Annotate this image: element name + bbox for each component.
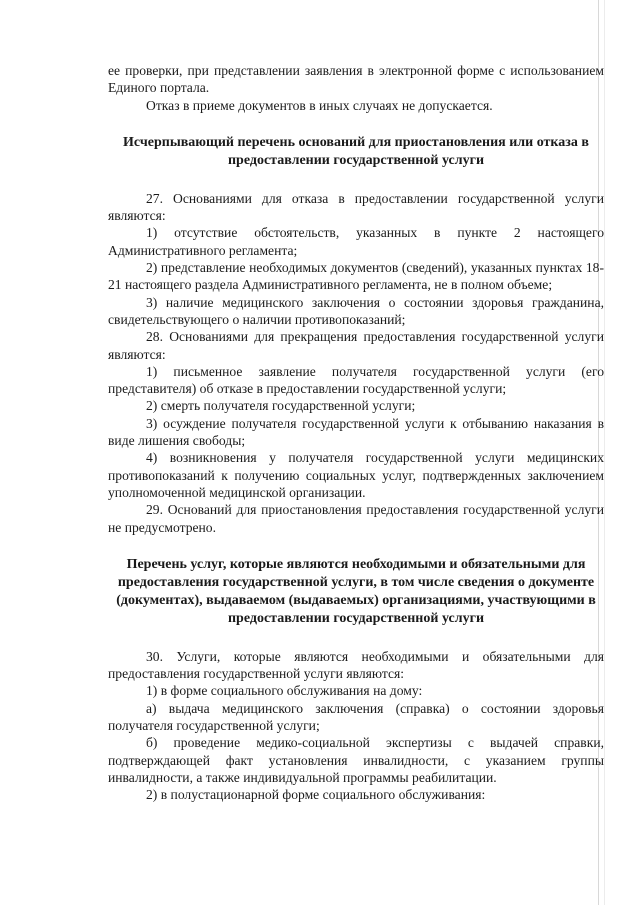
section-heading: Перечень услуг, которые являются необходимыми и обязательными для предоставления государственной услуги, в том числе сведения о документе (документах), выдаваемом (выдаваемых) организациями, участвующими в предоставлении государственной услуги	[116, 556, 596, 626]
section-spacer	[108, 536, 604, 556]
paragraph: 3) осуждение получателя государственной услуги к отбыванию наказания в виде лишения свободы;	[108, 415, 604, 449]
paragraph: 2) в полустационарной форме социального обслуживания:	[146, 787, 486, 803]
paragraph: 2) представление необходимых документов (сведений), указанных пунктах 18-21 настоящего раздела Административного регламента, не в полном объеме;	[108, 260, 604, 293]
paragraph: 27. Основаниями для отказа в предоставлении государственной услуги являются:	[108, 190, 604, 224]
document-page	[108, 62, 604, 804]
paragraph: 3) наличие медицинского заключения о состоянии здоровья гражданина, свидетельствующего о наличии противопоказаний;	[108, 294, 604, 327]
paragraph: 2) смерть получателя государственной услуги;	[146, 398, 416, 414]
paragraph: Отказ в приеме документов в иных случаях не допускается.	[146, 97, 493, 113]
paragraph: 28. Основаниями для прекращения предоставления государственной услуги являются:	[108, 329, 604, 362]
paragraph: 1) письменное заявление получателя государственной услуги (его представителя) об отказе в предоставлении государственной услуги;	[108, 363, 604, 397]
section-spacer	[108, 628, 604, 648]
section-spacer	[108, 114, 604, 134]
paragraph: б) проведение медико-социальной экспертизы с выдачей справки, подтверждающей факт установления инвалидности, с указанием группы инвалидности, а также индивидуальной программы реабилитации.	[108, 735, 604, 785]
scan-edge-line-secondary	[604, 0, 605, 905]
section-spacer	[108, 170, 604, 190]
paragraph: ее проверки, при представлении заявления в электронной форме с использованием Единого портала.	[108, 63, 604, 96]
section-heading: Исчерпывающий перечень оснований для приостановления или отказа в предоставлении государственной услуги	[123, 134, 589, 168]
paragraph: 1) отсутствие обстоятельств, указанных в пункте 2 настоящего Административного регламента;	[108, 225, 604, 258]
paragraph: 30. Услуги, которые являются необходимыми и обязательными для предоставления государственной услуги являются:	[108, 648, 604, 682]
paragraph: а) выдача медицинского заключения (справка) о состоянии здоровья получателя государственной услуги;	[108, 700, 604, 734]
paragraph: 29. Оснований для приостановления предоставления государственной услуги не предусмотрено.	[108, 502, 604, 535]
paragraph: 4) возникновения у получателя государственной услуги медицинских противопоказаний к получению социальных услуг, подтвержденных заключением уполномоченной медицинской организации.	[108, 450, 604, 500]
paragraph: 1) в форме социального обслуживания на дому:	[146, 683, 423, 699]
